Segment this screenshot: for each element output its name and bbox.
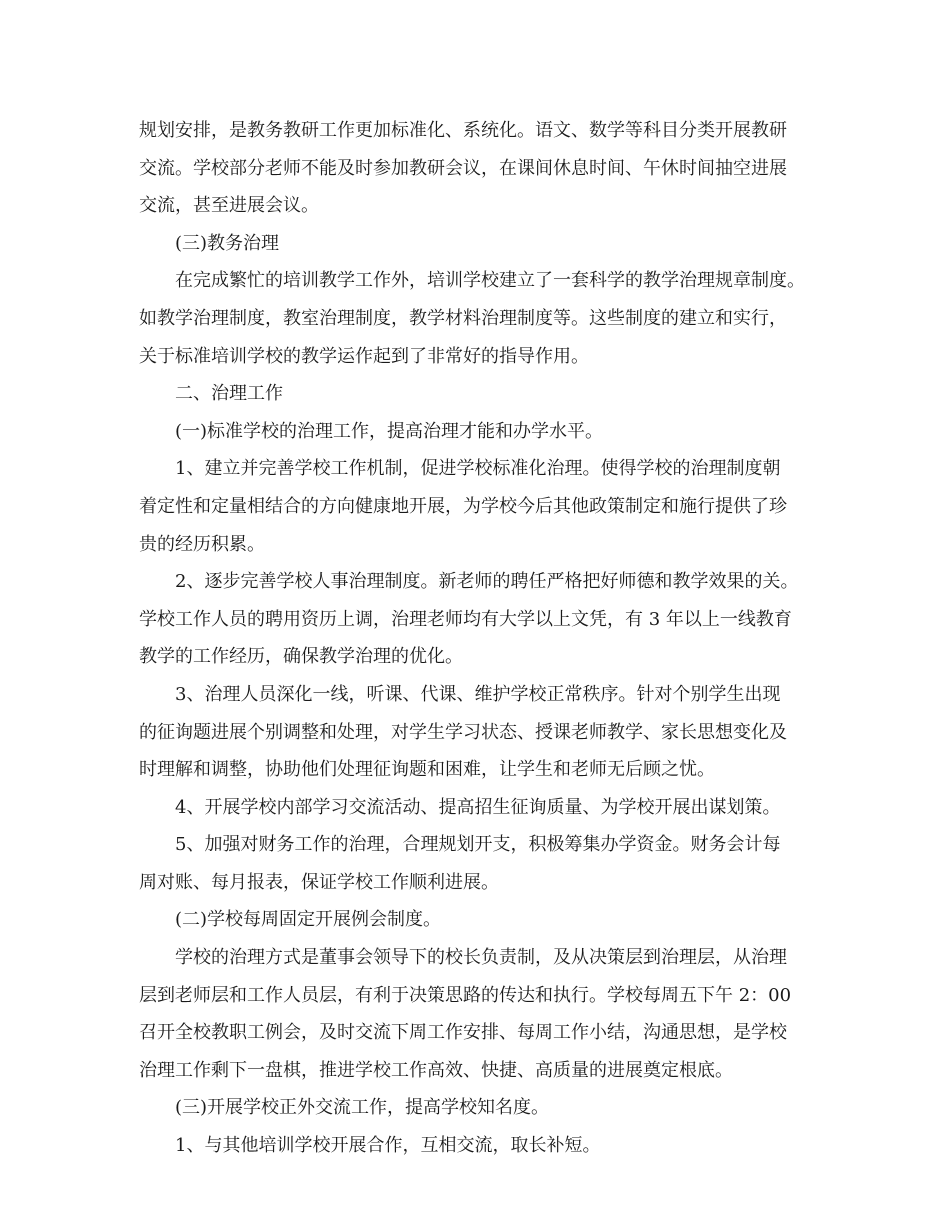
text-line: 4、开展学校内部学习交流活动、提高招生征询质量、为学校开展出谋划策。 [175,796,781,818]
text-line: 交流。学校部分老师不能及时参加教研会议，在课间休息时间、午休时间抽空进展 [139,157,787,179]
text-line: 3、治理人员深化一线，听课、代课、维护学校正常秩序。针对个别学生出现 [175,683,781,705]
text-line: (三)教务治理 [175,232,280,254]
text-line: 交流，甚至进展会议。 [139,195,319,217]
text-line: 学校的治理方式是董事会领导下的校长负责制，及从决策层到治理层，从治理 [175,947,787,969]
text-line: 着定性和定量相结合的方向健康地开展，为学校今后其他政策制定和施行提供了珍 [139,495,787,517]
text-line: 如教学治理制度，教室治理制度，教学材料治理制度等。这些制度的建立和实行， [139,307,787,329]
text-line: (二)学校每周固定开展例会制度。 [175,909,442,931]
text-line: 时理解和调整，协助他们处理征询题和困难，让学生和老师无后顾之忧。 [139,759,715,781]
text-line: 教学的工作经历，确保教学治理的优化。 [139,646,463,668]
text-line: 关于标准培训学校的教学运作起到了非常好的指导作用。 [139,345,589,367]
text-line: 贵的经历积累。 [139,533,265,555]
text-line: 5、加强对财务工作的治理，合理规划开支，积极筹集办学资金。财务会计每 [175,834,781,856]
text-line: 治理工作剩下一盘棋，推进学校工作高效、快捷、高质量的进展奠定根底。 [139,1059,733,1081]
text-line: 二、治理工作 [175,383,283,405]
text-line: 周对账、每月报表，保证学校工作顺利进展。 [139,871,499,893]
text-line: 的征询题进展个别调整和处理，对学生学习状态、授课老师教学、家长思想变化及 [139,721,787,743]
text-line: 1、与其他培训学校开展合作，互相交流，取长补短。 [175,1135,601,1157]
text-line: 在完成繁忙的培训教学工作外，培训学校建立了一套科学的教学治理规章制度。 [175,270,805,292]
text-line: 规划安排，是教务教研工作更加标准化、系统化。语文、数学等科目分类开展教研 [139,120,787,141]
text-line: 1、建立并完善学校工作机制，促进学校标准化治理。使得学校的治理制度朝 [175,458,781,480]
text-line: 层到老师层和工作人员层，有利于决策思路的传达和执行。学校每周五下午 2：00 [139,984,792,1006]
text-line: 2、逐步完善学校人事治理制度。新老师的聘任严格把好师德和教学效果的关。 [175,571,799,593]
text-line: (一)标准学校的治理工作，提高治理才能和办学水平。 [175,420,604,442]
text-line: 召开全校教职工例会，及时交流下周工作安排、每周工作小结，沟通思想，是学校 [139,1022,787,1044]
text-line: (三)开展学校正外交流工作，提高学校知名度。 [175,1097,550,1119]
document-body [139,112,819,1165]
text-line: 学校工作人员的聘用资历上调，治理老师均有大学以上文凭，有 3 年以上一线教育 [139,608,792,630]
